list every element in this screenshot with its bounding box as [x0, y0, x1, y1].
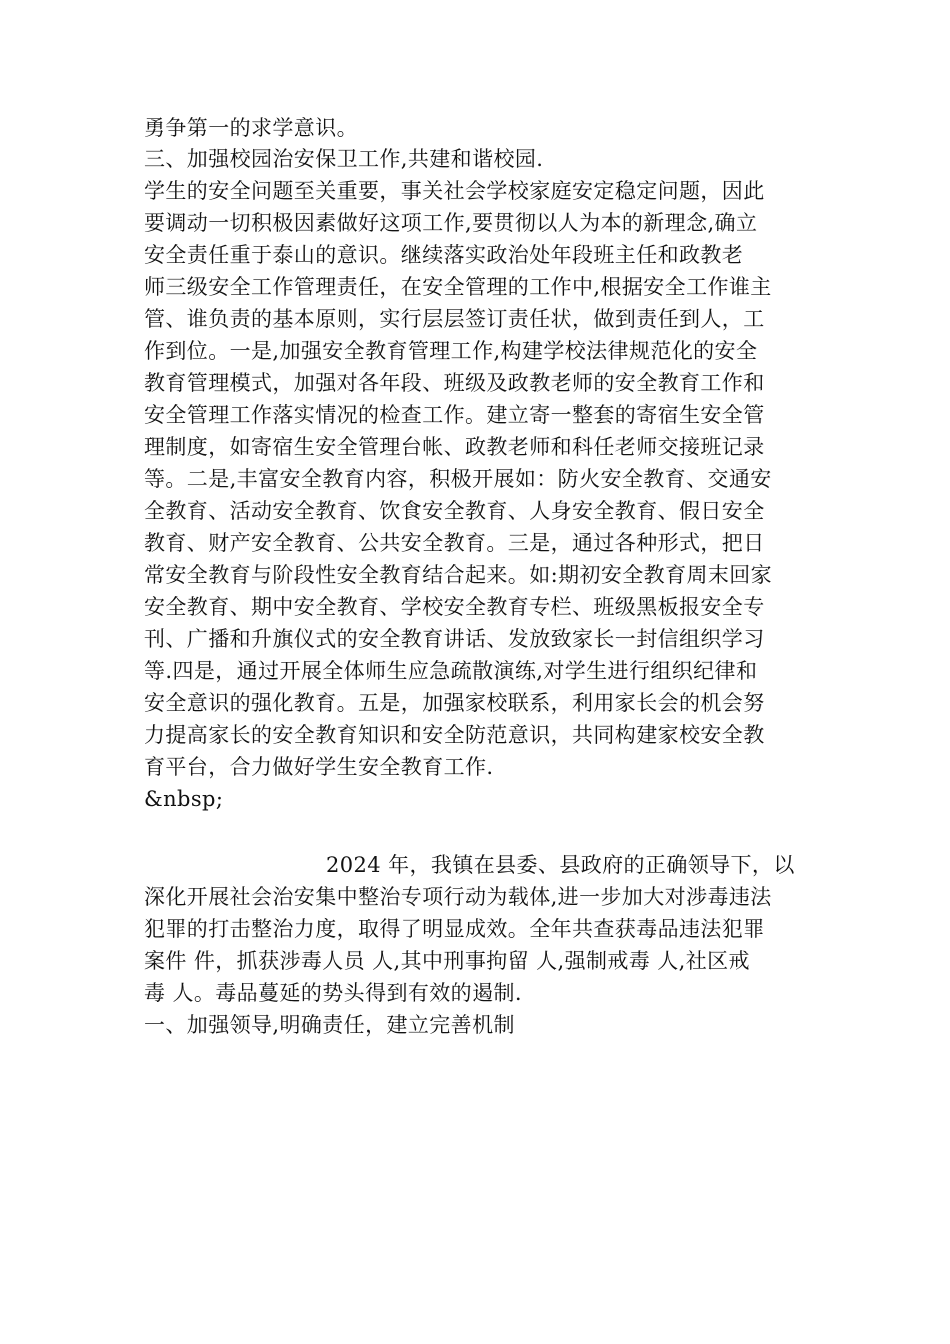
text-line: 勇争第一的求学意识。 [144, 116, 358, 140]
text-line: 要调动一切积极因素做好这项工作,要贯彻以人为本的新理念,确立 [144, 211, 758, 235]
text-line: 学生的安全问题至关重要，事关社会学校家庭安定稳定问题，因此 [144, 179, 765, 203]
text-line: 教育、财产安全教育、公共安全教育。三是，通过各种形式，把日 [144, 531, 765, 555]
text-line: 等.四是，通过开展全体师生应急疏散演练,对学生进行组织纪律和 [144, 659, 758, 683]
text-line: 全教育、活动安全教育、饮食安全教育、人身安全教育、假日安全 [144, 499, 765, 523]
text-line: 师三级安全工作管理责任，在安全管理的工作中,根据安全工作谁主 [144, 275, 772, 299]
section-heading: 一、加强领导,明确责任，建立完善机制 [144, 1013, 515, 1037]
paragraph-opening-line: 2024 年，我镇在县委、县政府的正确领导下，以 [326, 853, 795, 877]
section-heading: 三、加强校园治安保卫工作,共建和谐校园. [144, 147, 544, 171]
text-line: 安全意识的强化教育。五是，加强家校联系，利用家长会的机会努 [144, 691, 765, 715]
text-line: 力提高家长的安全教育知识和安全防范意识，共同构建家校安全教 [144, 723, 765, 747]
text-line: 犯罪的打击整治力度，取得了明显成效。全年共查获毒品违法犯罪 [144, 917, 765, 941]
text-line: 等。二是,丰富安全教育内容，积极开展如：防火安全教育、交通安 [144, 467, 772, 491]
text-line: 理制度，如寄宿生安全管理台帐、政教老师和科任老师交接班记录 [144, 435, 765, 459]
nbsp-artifact: &nbsp; [144, 787, 224, 811]
text-line: 毒 人。毒品蔓延的势头得到有效的遏制. [144, 981, 522, 1005]
text-line: 安全教育、期中安全教育、学校安全教育专栏、班级黑板报安全专 [144, 595, 765, 619]
text-line: 安全责任重于泰山的意识。继续落实政治处年段班主任和政教老 [144, 243, 744, 267]
text-line: 安全管理工作落实情况的检查工作。建立寄一整套的寄宿生安全管 [144, 403, 765, 427]
text-line: 深化开展社会治安集中整治专项行动为载体,进一步加大对涉毒违法 [144, 885, 772, 909]
text-line: 作到位。一是,加强安全教育管理工作,构建学校法律规范化的安全 [144, 339, 758, 363]
text-line: 常安全教育与阶段性安全教育结合起来。如:期初安全教育周末回家 [144, 563, 773, 587]
text-line: 教育管理模式，加强对各年段、班级及政教老师的安全教育工作和 [144, 371, 765, 395]
text-line: 管、谁负责的基本原则，实行层层签订责任状，做到责任到人，工 [144, 307, 765, 331]
text-line: 育平台，合力做好学生安全教育工作. [144, 755, 494, 779]
text-line: 刊、广播和升旗仪式的安全教育讲话、发放致家长一封信组织学习 [144, 627, 765, 651]
text-line: 案件 件，抓获涉毒人员 人,其中刑事拘留 人,强制戒毒 人,社区戒 [144, 949, 750, 973]
